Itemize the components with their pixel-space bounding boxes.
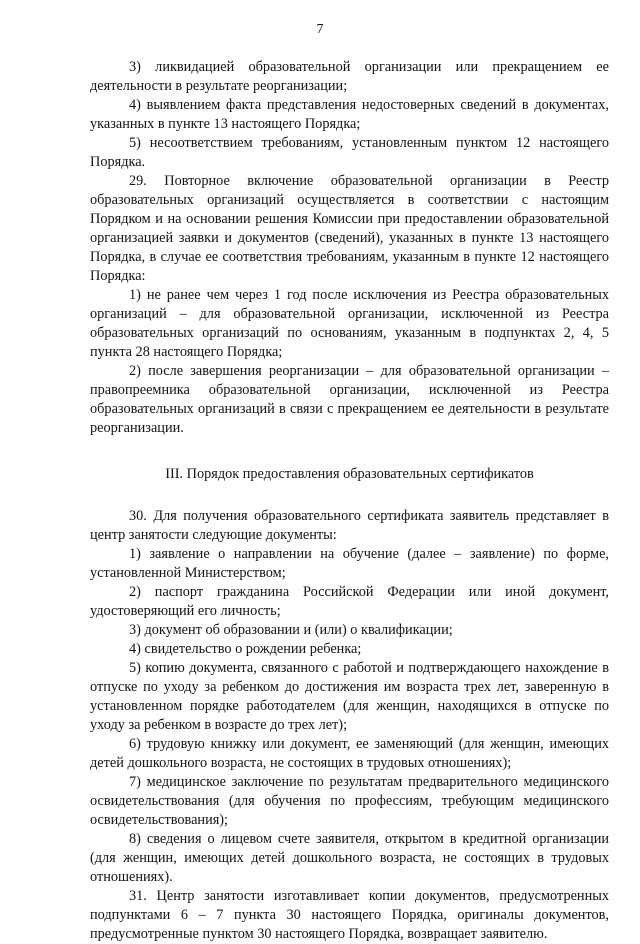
clause-30-documents: 30. Для получения образовательного сертификата заявитель представляет в центр занятости следующие документы: [90,508,609,543]
clause-30-subitem-2: 2) паспорт гражданина Российской Федерации или иной документ, удостоверяющий его личность; [90,584,609,619]
subitem-3-liquidation: 3) ликвидацией образовательной организации или прекращением ее деятельности в результате реорганизации; [90,59,609,94]
clause-29-subitem-2: 2) после завершения реорганизации – для образовательной организации – правопреемника образовательной организации, исключенной из Реестра образовательных организаций в связи с прекращением ее деятельности в результате реорганизации. [90,363,609,436]
clause-30-subitem-7: 7) медицинское заключение по результатам предварительного медицинского освидетельствования (для обучения по профессиям, требующим медицинского освидетельствования); [90,774,609,828]
subitem-5-noncompliance: 5) несоответствием требованиям, установленным пунктом 12 настоящего Порядка. [90,135,609,170]
page-number: 7 [316,22,324,37]
clause-30-subitem-6: 6) трудовую книжку или документ, ее заменяющий (для женщин, имеющих детей дошкольного возраста, не состоящих в трудовых отношениях); [90,736,609,771]
subitem-4-false-information: 4) выявлением факта представления недостоверных сведений в документах, указанных в пункте 13 настоящего Порядка; [90,97,609,132]
section-heading: III. Порядок предоставления образовательных сертификатов [165,466,534,482]
clause-31-copies: 31. Центр занятости изготавливает копии документов, предусмотренных подпунктами 6 – 7 пункта 30 настоящего Порядка, оригиналы документов, предусмотренные пунктом 30 настоящего Порядка, возвращает заявителю. [90,888,609,942]
clause-30-subitem-1: 1) заявление о направлении на обучение (далее – заявление) по форме, установленной Министерством; [90,546,609,581]
clause-29-reinclusion: 29. Повторное включение образовательной организации в Реестр образовательных организаций осуществляется в соответствии с настоящим Порядком и на основании решения Комиссии при предоставлении образовательной организацией заявки и документов (сведений), указанных в пункте 13 настоящего Порядка, в случае ее соответствия требованиям, указанным в пункте 12 настоящего Порядка: [90,173,609,284]
clause-30-subitem-3: 3) документ об образовании и (или) о квалификации; [129,622,453,638]
clause-29-subitem-1: 1) не ранее чем через 1 год после исключения из Реестра образовательных организаций – для образовательной организации, исключенной из Реестра образовательных организаций по основаниям, указанным в подпунктах 2, 4, 5 пункта 28 настоящего Порядка; [90,287,609,360]
clause-30-subitem-5: 5) копию документа, связанного с работой и подтверждающего нахождение в отпуске по уходу за ребенком до достижения им возраста трех лет, заверенную в установленном порядке работодателем (для женщин, находящихся в отпуске по уходу за ребенком в возрасте до трех лет); [90,660,609,733]
document-body [90,58,609,944]
clause-30-subitem-8: 8) сведения о лицевом счете заявителя, открытом в кредитной организации (для женщин, имеющих детей дошкольного возраста, не состоящих в трудовых отношениях). [90,831,609,885]
clause-30-subitem-4: 4) свидетельство о рождении ребенка; [129,641,362,657]
